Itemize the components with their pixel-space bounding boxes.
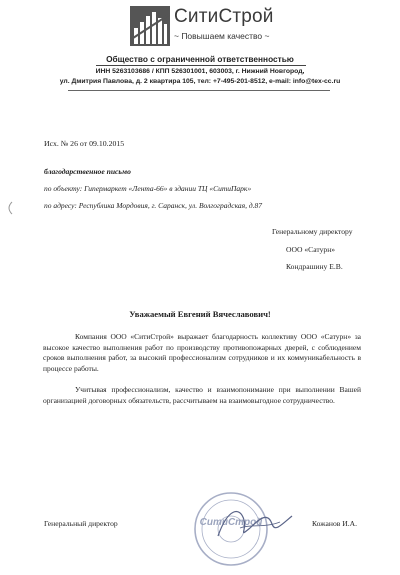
object-line: по объекту: Гипермаркет «Лента-66» в здании ТЦ «СитиПарк» — [44, 184, 252, 193]
body-paragraph-2: Учитывая профессионализм, качество и взаимопонимание при выполнении Вашей организацией договорных обязательств, рассчитываем на взаимовыгодное сотрудничество. — [43, 385, 361, 405]
recipient-company: ООО «Сатурн» — [286, 245, 336, 254]
letter-subject: благодарственное письмо — [44, 167, 131, 176]
stamp-text: СитиСтрой — [199, 517, 263, 528]
company-logo — [130, 6, 280, 54]
greeting: Уважаемый Евгений Вячеславович! — [129, 309, 271, 319]
punch-mark-icon — [5, 201, 15, 215]
body-paragraph-1: Компания ООО «СитиСтрой» выражает благодарность коллективу ООО «Сатурн» за высокое качество выполнения работ по производству противопожарных дверей, с соблюдением сроков выполнения работ, за высокий профессионализм сотрудников и их коммуникабельность в процессе работы. — [43, 332, 361, 373]
outgoing-reference: Исх. № 26 от 09.10.2015 — [44, 139, 125, 148]
requisites-underline — [68, 90, 330, 91]
requisites-line-1: ИНН 5263103686 / КПП 526301001, 603003, г. Нижний Новгород, — [95, 68, 305, 75]
requisites-line-2: ул. Дмитрия Павлова, д. 2 квартира 105, тел: +7-495-201-8512, e-mail: info@tex-cc.ru — [59, 78, 341, 85]
building-logo-icon — [130, 6, 170, 46]
signatory-name: Кожанов И.А. — [312, 519, 358, 528]
logo-tagline: ~ Повышаем качество ~ — [174, 31, 270, 41]
recipient-name: Кондрашину Е.В. — [286, 262, 343, 271]
company-legal-form: Общество с ограниченной ответственностью — [106, 54, 294, 64]
handwritten-signature — [210, 498, 300, 548]
recipient-position: Генеральному директору — [272, 227, 353, 236]
signatory-title: Генеральный директор — [44, 519, 118, 528]
address-line: по адресу: Республика Мордовия, г. Саранск, ул. Волгоградская, д.87 — [44, 201, 263, 210]
header-divider — [96, 65, 306, 66]
logo-wordmark: СитиСтрой — [174, 6, 274, 27]
